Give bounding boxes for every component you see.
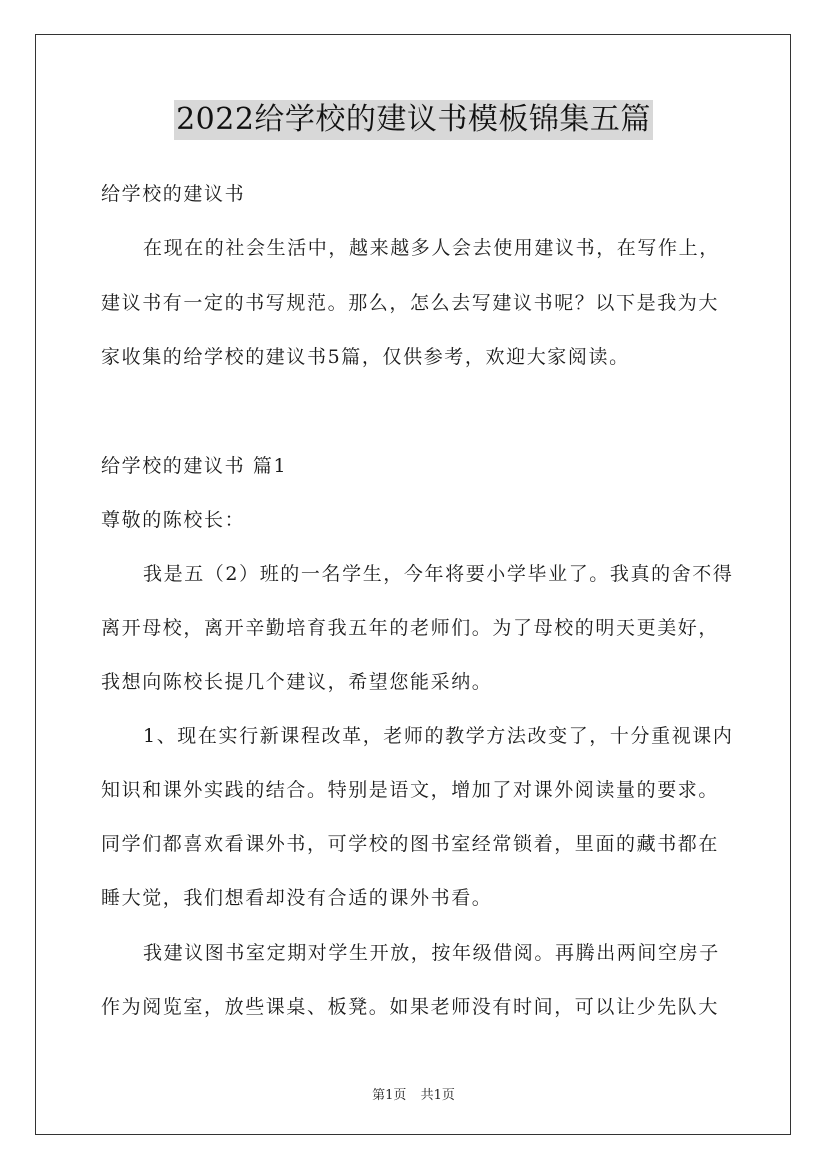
para1-line-1: 我是五（2）班的一名学生，今年将要小学毕业了。我真的舍不得	[143, 563, 734, 585]
title-container	[0, 100, 827, 140]
document-title: 2022给学校的建议书模板锦集五篇	[174, 100, 653, 140]
intro-line-2: 建议书有一定的书写规范。那么，怎么去写建议书呢？以下是我为大	[101, 292, 720, 314]
para3-line-2: 作为阅览室，放些课桌、板凳。如果老师没有时间，可以让少先队大	[101, 996, 720, 1018]
para1-line-2: 离开母校，离开辛勤培育我五年的老师们。为了母校的明天更美好，	[101, 617, 720, 639]
para2-line-2: 知识和课外实践的结合。特别是语文，增加了对课外阅读量的要求。	[101, 779, 720, 801]
intro-line-1: 在现在的社会生活中，越来越多人会去使用建议书，在写作上，	[143, 237, 720, 259]
salutation: 尊敬的陈校长：	[101, 509, 246, 531]
para3-line-1: 我建议图书室定期对学生开放，按年级借阅。再腾出两间空房子	[143, 942, 720, 964]
section-heading: 给学校的建议书	[101, 183, 246, 205]
intro-line-3: 家收集的给学校的建议书5篇，仅供参考，欢迎大家阅读。	[101, 346, 630, 368]
page-number-total: 共1页	[420, 1088, 455, 1103]
page-number-current: 第1页	[372, 1088, 407, 1103]
para2-line-4: 睡大觉，我们想看却没有合适的课外书看。	[101, 887, 493, 909]
para2-line-3: 同学们都喜欢看课外书，可学校的图书室经常锁着，里面的藏书都在	[101, 833, 720, 855]
page-footer	[0, 1084, 827, 1103]
para2-line-1: 1、现在实行新课程改革，老师的教学方法改变了，十分重视课内	[143, 725, 734, 747]
article-heading: 给学校的建议书 篇1	[101, 455, 288, 477]
para1-line-3: 我想向陈校长提几个建议，希望您能采纳。	[101, 671, 493, 693]
